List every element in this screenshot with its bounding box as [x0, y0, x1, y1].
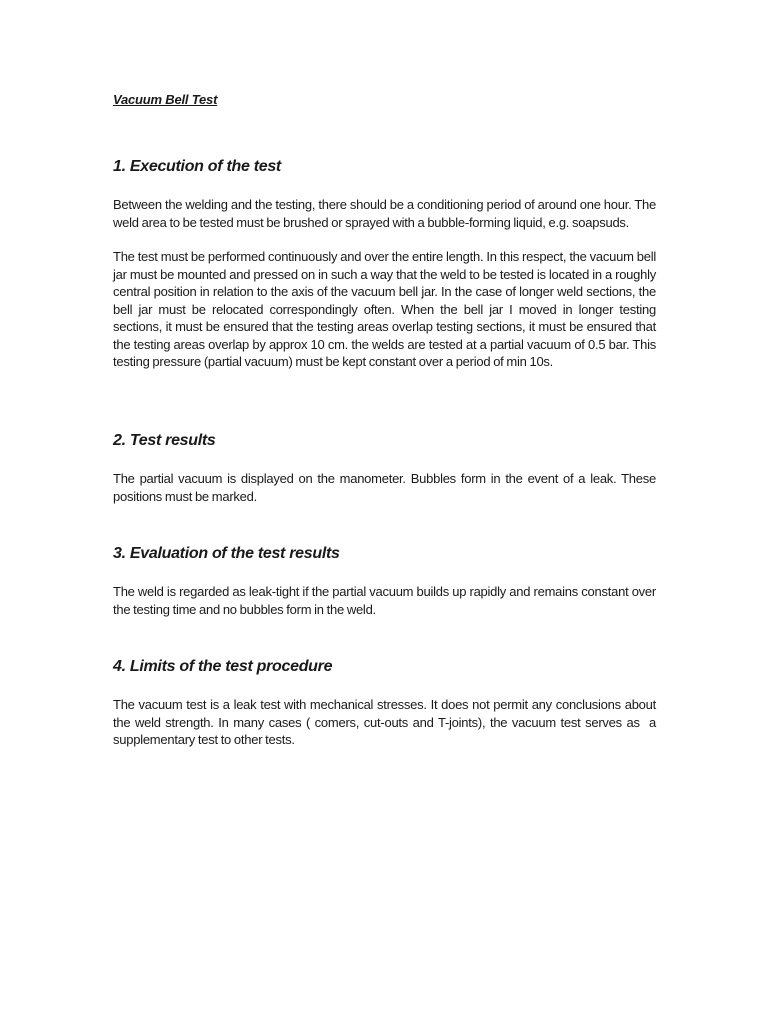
section-heading-4: 4. Limits of the test procedure	[113, 658, 333, 675]
section-evaluation	[113, 544, 659, 618]
section-paragraph: The partial vacuum is displayed on the manometer. Bubbles form in the event of a leak. These positions must be marked.	[113, 471, 659, 504]
section-limits	[113, 657, 659, 749]
section-heading-3: 3. Evaluation of the test results	[113, 545, 340, 562]
section-heading-2: 2. Test results	[113, 432, 216, 449]
section-paragraph: The vacuum test is a leak test with mechanical stresses. It does not permit any conclusions about the weld strength. In many cases ( comers, cut-outs and T-joints), the vacuum test serves as a supplementary test to other tests.	[113, 697, 659, 747]
section-test-results	[113, 431, 659, 505]
section-paragraph: The weld is regarded as leak-tight if the partial vacuum builds up rapidly and remains constant over the testing time and no bubbles form in the weld.	[113, 584, 659, 617]
section-paragraph: The test must be performed continuously and over the entire length. In this respect, the vacuum bell jar must be mounted and pressed on in such a way that the weld to be tested is located in a roughly central position in relation to the axis of the vacuum bell jar. In the case of longer weld sections, the bell jar must be relocated correspondingly often. When the bell jar I moved in longer testing sections, it must be ensured that the testing areas overlap testing sections, it must be ensured that the testing areas overlap by approx 10 cm. the welds are tested at a partial vacuum of 0.5 bar. This testing pressure (partial vacuum) must be kept constant over a period of min 10s.	[113, 249, 659, 369]
doc-title: Vacuum Bell Test	[113, 92, 218, 107]
section-paragraph: Between the welding and the testing, there should be a conditioning period of around one hour. The weld area to be tested must be brushed or sprayed with a bubble-forming liquid, e.g. soapsuds.	[113, 197, 659, 230]
section-heading-1: 1. Execution of the test	[113, 158, 281, 175]
section-execution	[113, 157, 659, 371]
